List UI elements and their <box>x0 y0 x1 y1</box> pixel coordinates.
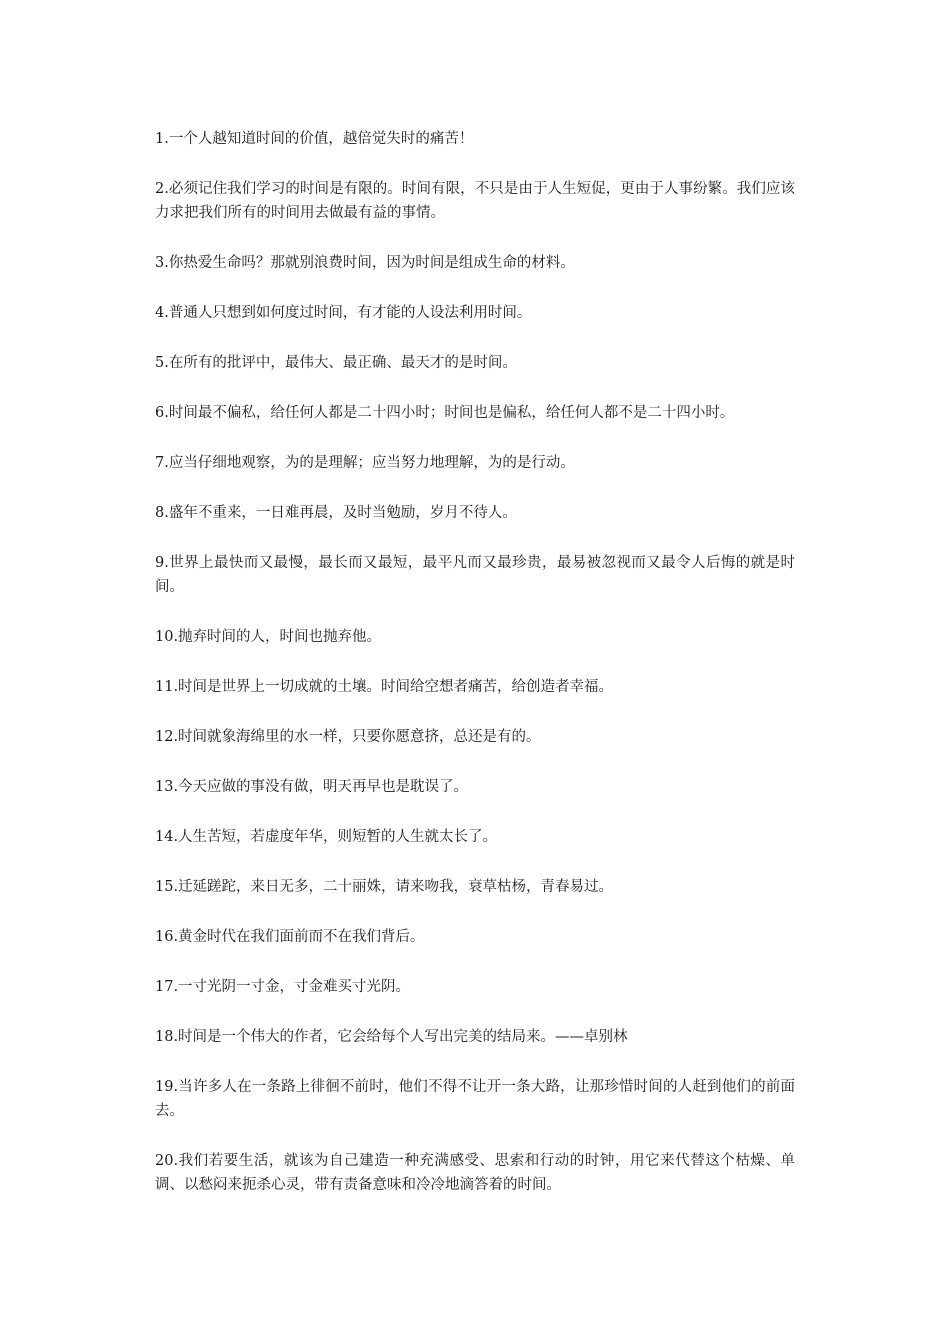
quote-item-14: 14.人生苦短，若虚度年华，则短暂的人生就太长了。 <box>155 829 498 845</box>
quote-item-3: 3.你热爱生命吗？那就别浪费时间，因为时间是组成生命的材料。 <box>155 255 575 271</box>
quote-item-17: 17.一寸光阴一寸金，寸金难买寸光阴。 <box>155 979 411 995</box>
quote-item-12: 12.时间就象海绵里的水一样，只要你愿意挤，总还是有的。 <box>155 729 541 745</box>
quote-item-9: 9.世界上最快而又最慢，最长而又最短，最平凡而又最珍贵，最易被忽视而又最令人后悔的就是时间。 <box>155 555 795 595</box>
quote-item-16: 16.黄金时代在我们面前而不在我们背后。 <box>155 929 425 945</box>
quote-item-19: 19.当许多人在一条路上徘徊不前时，他们不得不让开一条大路，让那珍惜时间的人赶到他们的前面去。 <box>155 1079 795 1119</box>
quote-item-2: 2.必须记住我们学习的时间是有限的。时间有限，不只是由于人生短促，更由于人事纷繁。我们应该力求把我们所有的时间用去做最有益的事情。 <box>155 181 795 221</box>
quote-item-5: 5.在所有的批评中，最伟大、最正确、最天才的是时间。 <box>155 355 517 371</box>
quote-item-13: 13.今天应做的事没有做，明天再早也是耽误了。 <box>155 779 469 795</box>
quote-item-1: 1.一个人越知道时间的价值，越倍觉失时的痛苦！ <box>155 131 474 147</box>
quote-item-11: 11.时间是世界上一切成就的土壤。时间给空想者痛苦，给创造者幸福。 <box>155 679 614 695</box>
quote-item-8: 8.盛年不重来，一日难再晨，及时当勉励，岁月不待人。 <box>155 505 517 521</box>
quote-item-6: 6.时间最不偏私，给任何人都是二十四小时；时间也是偏私，给任何人都不是二十四小时。 <box>155 405 735 421</box>
quote-item-15: 15.迁延蹉跎，来日无多，二十丽姝，请来吻我，衰草枯杨，青春易过。 <box>155 879 614 895</box>
quote-item-20: 20.我们若要生活，就该为自己建造一种充满感受、思索和行动的时钟，用它来代替这个枯燥、单调、以愁闷来扼杀心灵，带有责备意味和冷冷地滴答着的时间。 <box>155 1153 795 1193</box>
quote-list <box>155 127 795 1223</box>
quote-item-4: 4.普通人只想到如何度过时间，有才能的人设法利用时间。 <box>155 305 532 321</box>
quote-item-10: 10.抛弃时间的人，时间也抛弃他。 <box>155 629 382 645</box>
quote-item-18: 18.时间是一个伟大的作者，它会给每个人写出完美的结局来。——卓别林 <box>155 1029 628 1045</box>
quote-item-7: 7.应当仔细地观察，为的是理解；应当努力地理解，为的是行动。 <box>155 455 575 471</box>
